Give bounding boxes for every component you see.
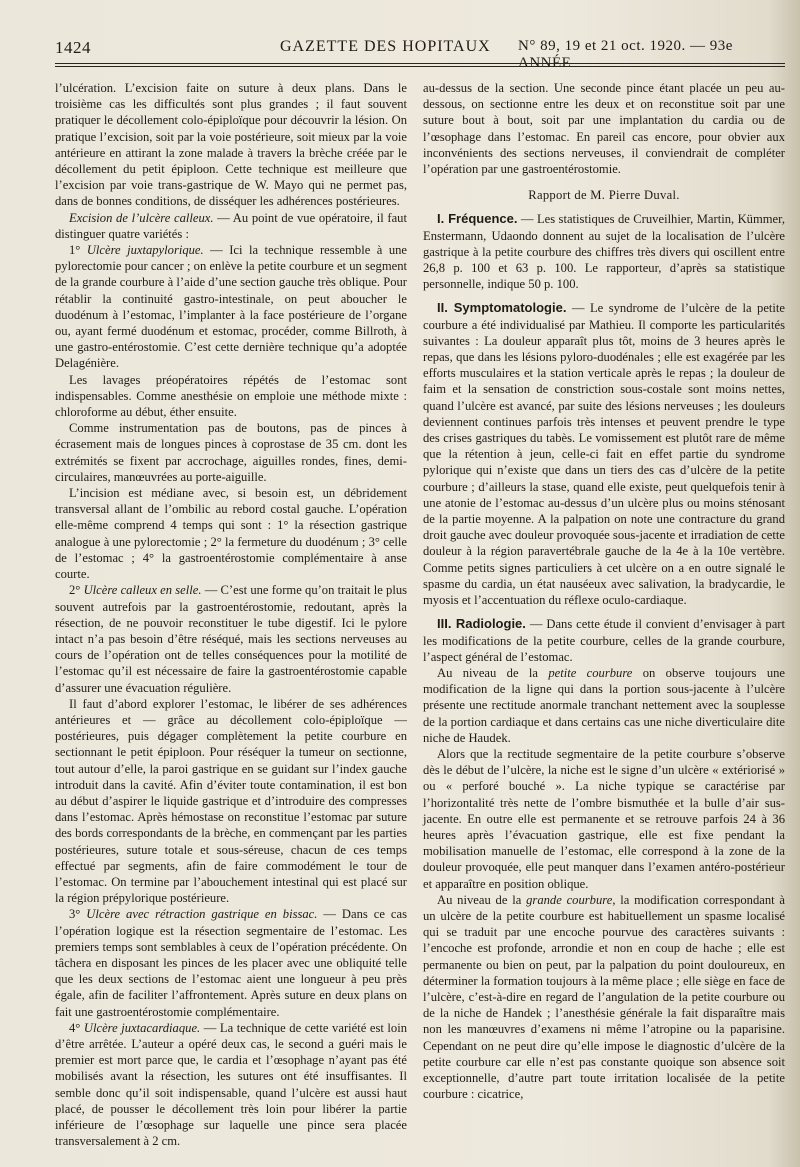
item-number: 4°	[69, 1020, 84, 1035]
paragraph	[55, 582, 407, 695]
paragraph	[55, 210, 407, 242]
section-heading: I. Fréquence.	[437, 211, 518, 227]
section-heading: III. Radiologie.	[437, 616, 526, 632]
issue-info: N° 89, 19 et 21 oct. 1920. — 93e ANNÉE	[518, 38, 733, 71]
paragraph-text: — Les statistiques de Cruveilhier, Martin, Kümmer, Enstermann, Udaondo donnent au sujet de la localisation de l’ulcère gastrique à la petite courbure des chiffres très divers qui oscillent entre 26,8 p. 100 et 63 p. 100. Le rapporteur, d’après sa statistique personnelle, indique 50 p. 100.	[423, 212, 785, 292]
paragraph-text: — C’est une forme qu’on traitait le plus souvent autrefois par la gastroentérostomie, redoutant, après la résection, de ne pouvoir reconstituer le tube digestif. Ici le pylore intact n’a pas besoin d’être réséqué, mais les sections nerveuses au cours de l’opération ont de telles conséquences pour la motilité de l’estomac qu’il est nécessaire de faire la gastroentérostomie capable d’assurer une évacuation régulière.	[55, 583, 408, 695]
report-title: Rapport de M. Pierre Duval.	[528, 188, 680, 203]
paragraph	[423, 665, 785, 746]
right-column	[423, 80, 785, 1102]
paragraph	[423, 616, 785, 665]
item-number: 1°	[69, 243, 87, 258]
paragraph: Il faut d’abord explorer l’estomac, le libérer de ses adhérences antérieures et — grâce au décollement colo-épiploïque — postérieures, puis dégager complètement la petite courbure en sectionnant le petit épiploon. Pour réséquer la tumeur on sectionne, tout autour d’elle, la paroi gastrique en se guidant sur l’index gauche introduit dans la cavité. Afin d’éviter toute contamination, il est bon au début d’aspirer le liquide gastrique et d’introduire des compresses dans l’estomac. Après hémostase on reconstitue l’estomac par suture des bords correspondants de la brèche, en commençant par les parties postérieures, suture totale et sous-séreuse, chacun de ces temps effectué par segments, afin de faire commodément le tour de l’estomac. On termine par l’abouchement intestinal qui est placé sur la région prépylorique postérieure.	[55, 696, 407, 906]
journal-title: GAZETTE DES HOPITAUX	[280, 38, 491, 55]
paragraph	[423, 892, 785, 1103]
subheading: Excision de l’ulcère calleux.	[69, 210, 214, 225]
item-number: 3°	[69, 907, 87, 922]
paragraph	[55, 1020, 407, 1150]
subheading: Ulcère juxtapylorique.	[86, 243, 204, 258]
paragraph-text: — Ici la technique ressemble à une pylorectomie pour cancer ; on enlève la petite courbure et un segment de la grande courbure à l’aide d’une section gauche très oblique. Pour rétablir la continuité gastro-intestinale, on peut aboucher le duodénum à l’estomac, l’implanter à la face postérieure de l’organe ou, ayant fermé duodénum et estomac, procéder, comme Billroth, à une gastro-entérostomie. C’est cette dernière technique qu’a adoptée Delagénière.	[55, 243, 408, 371]
paragraph: Les lavages préopératoires répétés de l’estomac sont indispensables. Comme anesthésie on emploie une méthode mixte : chloroforme au début, éther ensuite.	[55, 372, 407, 420]
subheading: Ulcère juxtacardiaque.	[83, 1020, 201, 1035]
section-heading: II. Symptomatologie.	[437, 300, 567, 316]
paragraph: l’ulcération. L’excision faite on suture à deux plans. Dans le troisième cas les difficultés sont plus grandes ; il faut souvent pratiquer le décollement colo-épiploïque pour découvrir la lésion. On pratique l’excision, soit par la voie postérieure, soit mieux par la voie antérieure en attirant la zone malade à travers la brèche créée par le décollement du petit épiploon. Cette technique est meilleure que l’excision par voie trans-gastrique de W. Mayo qui ne permet pas, dans de bonnes conditions, de disséquer les adhérences postérieures.	[55, 81, 407, 209]
paragraph	[423, 211, 785, 292]
paragraph-text: — Le syndrome de l’ulcère de la petite courbure a été individualisé par Mathieu. Il comporte les particularités suivantes : La douleur apparaît plus tôt, moins de 3 heures après le repas, que dans les lésions pyloro-duodénales ; elle est exagérée par les efforts musculaires et la station verticale après le repas ; la douleur de faim et la sensation de constriction sous-costale sont moins nettes, quand l’ulcère est avancé, par suite des lésions nerveuses ; les douleurs deviennent continues parfois très intenses et peuvent prendre le type des crises gastriques du tabès. Le vomissement est plutôt rare de même que la rétention à jeun, celle-ci fait en effet partie du syndrome pylorique qui n’existe que dans un tiers des cas d’ulcère de la petite courbure ; d’ailleurs la stase, quand elle existe, peut quelquefois tenir à une atonie de l’estomac au-dessus d’un ulcère plus ou moins sténosant de la partie moyenne. A la palpation on note une contracture du grand droit gauche avec douleur provoquée sous-jacente et irradiation de cette douleur à la région paravertébrale gauche de la 4e à la 10e vertèbre. Comme petits signes particuliers à cet ulcère on a en outre signalé le spasme du cardia, un état nauséeux avec salivation, la bradycardie, le myosis et l’accentuation du réflexe oculo-cardiaque.	[423, 301, 785, 608]
item-number: 2°	[69, 583, 84, 598]
paragraph-text: — Au point de vue opératoire, il faut distinguer quatre variétés :	[55, 210, 407, 241]
page-number: 1424	[55, 38, 91, 57]
paragraph	[55, 906, 407, 1019]
paragraph	[423, 300, 785, 608]
paragraph-text: — Dans cette étude il convient d’envisager à part les modifications de la petite courbure, celles de la grande courbure, l’aspect général de l’estomac.	[423, 617, 785, 664]
paragraph-text: — La technique de cette variété est loin d’être arrêtée. L’auteur a opéré deux cas, le second a guéri mais le premier est mort parce que, le cardia et l’œsophage n’ayant pas été mobilisés avant la résection, les sutures ont été insuffisantes. Il semble donc qu’il soit indispensable, quand l’ulcère est aussi haut placé, de pousser le décollement très loin pour libérer la partie inférieure de l’œsophage sur laquelle une pince sera placée transversalement à 2 cm.	[55, 1020, 408, 1149]
emphasis: grande courbure	[526, 892, 613, 907]
paragraph-text: , la modification correspondant à un ulcère de la petite courbure est habituellement un spasme localisé qui se traduit par une encoche pourvue des caractères suivants : l’encoche est profonde, arrondie et non en coup de hache ; elle est permanente ou bien on peut, par la palpation du point douloureux, en déterminer la formation toujours à la même place ; elle siège en face de l’ulcère, c’est-à-dire en regard de l’angulation de la petite courbure ou de la niche de Handek ; l’anesthésie générale la fait disparaître mais non les manœuvres d’examens ni même l’atropine ou la paparisine. Cependant on ne peut dire qu’elle impose le diagnostic d’ulcère de la petite courbure car elle n’est pas constante quoique son absence soit exceptionnelle, d’autre part toute irritation localisée de la petite courbure : cicatrice,	[423, 892, 786, 1102]
paragraph: au-dessus de la section. Une seconde pince étant placée un peu au-dessous, on sectionne entre les deux et on reconstitue soit par une suture bout à bout, soit par une implantation du cardia ou de l’œsophage dans l’estomac. En pareil cas encore, pour obvier aux inconvénients des sections nerveuses, il conviendrait de compléter l’opération par une gastroentérostomie.	[423, 81, 785, 177]
paragraph: Alors que la rectitude segmentaire de la petite courbure s’observe dès le début de l’ulcère, la niche est le signe d’un ulcère « extériorisé » ou « perforé bouché ». La niche typique se caractérise par l’horizontalité très nette de l’ombre bismuthée et la bulle d’air sus-jacente. En outre elle est permanente et se retrouve parfois 24 à 36 heures après l’évacuation gastrique, elle est fixe pendant la mobilisation manuelle de l’estomac, elle correspond à la zone de la douleur provoquée, elle peut manquer dans l’examen antéro-postérieur et apparaître en position oblique.	[423, 746, 785, 891]
header-rule-bottom	[55, 66, 785, 67]
paragraph: L’incision est médiane avec, si besoin est, un débridement transversal allant de l’ombilic au rebord costal gauche. L’opération elle-même comprend 4 temps qui sont : 1° la résection gastrique analogue à une pylorectomie ; 2° la fermeture du duodénum ; 3° celle de l’estomac ; 4° la gastroentérostomie complémentaire à anse courte.	[55, 486, 407, 582]
page-header	[55, 38, 785, 71]
paragraph: Comme instrumentation pas de boutons, pas de pinces à écrasement mais de longues pinces à coprostase de 35 cm. dont les extrémités se fixent par accrochage, aiguilles rondes, fines, demi-circulaires, manœuvrées au porte-aiguille.	[55, 421, 407, 484]
left-column	[55, 80, 407, 1149]
subheading: Ulcère calleux en selle.	[83, 583, 202, 598]
header-rule-top	[55, 63, 785, 64]
paragraph	[55, 242, 407, 372]
emphasis: petite courbure	[548, 665, 633, 680]
paragraph-text: — Dans ce cas l’opération logique est la résection segmentaire de l’estomac. Les premiers temps sont semblables à ceux de l’opération précédente. On tâchera en disposant les pinces de les placer avec une obliquité telle que les deux sections de l’estomac aient une longueur à peu près égale, afin de faciliter l’affrontement. Après suture en deux plans on fait une gastroentérostomie complémentaire.	[55, 907, 407, 1019]
subheading: Ulcère avec rétraction gastrique en bissac.	[86, 907, 318, 922]
paragraph-text: on observe toujours une modification de la ligne qui dans la portion sous-jacente à l’ulcère présente une rectitude anormale tranchant nettement avec la souplesse de la portion cardiaque et dans certains cas une niche diverticulaire dite niche de Haudek.	[423, 665, 785, 745]
paragraph-text: Au niveau de la	[437, 892, 527, 907]
paragraph-text: Au niveau de la	[437, 665, 549, 680]
